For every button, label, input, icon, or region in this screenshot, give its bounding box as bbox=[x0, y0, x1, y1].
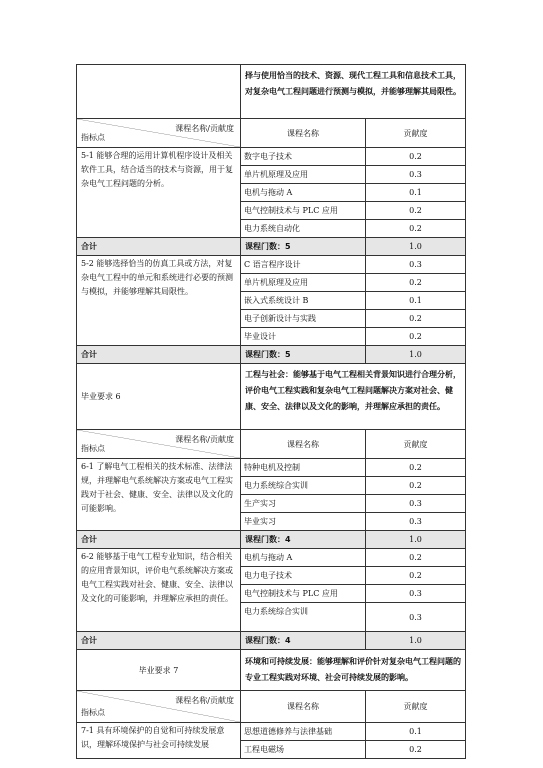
course-contribution: 0.1 bbox=[366, 292, 466, 310]
course-contribution: 0.2 bbox=[366, 549, 466, 567]
course-contribution: 0.2 bbox=[366, 274, 466, 292]
indicator-6-1: 6-1 了解电气工程相关的技术标准、法律法规，并理解电气系统解决方案或电气工程实践对于社会、健康、安全、法律以及文化的可能影响。 bbox=[77, 459, 241, 531]
requirement-5-text-continued: 择与使用恰当的技术、资源、现代工程工具和信息技术工具，对复杂电气工程问题进行预测与模拟，并能够理解其局限性。 bbox=[241, 65, 466, 119]
course-contribution: 0.2 bbox=[366, 741, 466, 759]
course-name: 单片机原理及应用 bbox=[241, 274, 366, 292]
total-contribution: 1.0 bbox=[366, 238, 466, 256]
total-row bbox=[77, 238, 466, 256]
course-name: 单片机原理及应用 bbox=[241, 166, 366, 184]
course-name: 电力系统自动化 bbox=[241, 220, 366, 238]
total-row bbox=[77, 632, 466, 650]
course-name: 嵌入式系统设计 B bbox=[241, 292, 366, 310]
total-label: 合计 bbox=[77, 531, 241, 549]
requirement-6-text: 工程与社会：能够基于电气工程相关背景知识进行合理分析，评价电气工程实践和复杂电气工程问题解决方案对社会、健康、安全、法律以及文化的影响，并理解应承担的责任。 bbox=[241, 364, 466, 430]
total-row bbox=[77, 531, 466, 549]
total-contribution: 1.0 bbox=[366, 531, 466, 549]
indicator-6-2: 6-2 能够基于电气工程专业知识，结合相关的应用背景知识，评价电气系统解决方案或电气工程实践对社会、健康、安全、法律以及文化的可能影响，并理解应承担的责任。 bbox=[77, 549, 241, 632]
course-contribution: 0.3 bbox=[366, 603, 466, 632]
course-name-header: 课程名称 bbox=[241, 119, 366, 148]
header-row bbox=[77, 430, 466, 459]
course-contribution: 0.3 bbox=[366, 166, 466, 184]
diagonal-header-cell bbox=[77, 119, 241, 148]
requirement-7-text: 环境和可持续发展：能够理解和评价针对复杂电气工程问题的专业工程实践对环境、社会可持续发展的影响。 bbox=[241, 650, 466, 691]
contribution-header: 贡献度 bbox=[366, 119, 466, 148]
contribution-header: 贡献度 bbox=[366, 430, 466, 459]
requirement-5-continuation-row bbox=[77, 65, 466, 119]
course-name: 生产实习 bbox=[241, 495, 366, 513]
requirement-7-row bbox=[77, 650, 466, 691]
course-name: 特种电机及控制 bbox=[241, 459, 366, 477]
diag-header-top: 课程名称/贡献度 bbox=[175, 435, 234, 444]
course-row bbox=[77, 723, 466, 741]
indicator-7-1: 7-1 具有环境保护的自觉和可持续发展意识，理解环境保护与社会可持续发展 bbox=[77, 723, 241, 759]
course-name: 数字电子技术 bbox=[241, 148, 366, 166]
course-name: C 语言程序设计 bbox=[241, 256, 366, 274]
course-contribution: 0.3 bbox=[366, 495, 466, 513]
course-contribution: 0.1 bbox=[366, 184, 466, 202]
course-name: 电子创新设计与实践 bbox=[241, 310, 366, 328]
header-row bbox=[77, 119, 466, 148]
course-contribution: 0.2 bbox=[366, 567, 466, 585]
diagonal-header-cell bbox=[77, 430, 241, 459]
indicator-5-1: 5-1 能够合理的运用计算机程序设计及相关软件工具，结合适当的技术与资源，用于复杂电气工程问题的分析。 bbox=[77, 148, 241, 238]
course-contribution: 0.2 bbox=[366, 148, 466, 166]
course-name: 电力系统综合实训 bbox=[241, 603, 366, 632]
diagonal-header-cell bbox=[77, 691, 241, 723]
course-name: 电气控制技术与 PLC 应用 bbox=[241, 202, 366, 220]
course-contribution: 0.2 bbox=[366, 477, 466, 495]
course-name: 毕业设计 bbox=[241, 328, 366, 346]
course-row bbox=[77, 549, 466, 567]
course-contribution: 0.3 bbox=[366, 513, 466, 531]
course-contribution: 0.2 bbox=[366, 310, 466, 328]
requirement-7-label: 毕业要求 7 bbox=[77, 650, 241, 691]
course-contribution: 0.3 bbox=[366, 256, 466, 274]
total-contribution: 1.0 bbox=[366, 632, 466, 650]
requirement-6-row bbox=[77, 364, 466, 430]
course-name-header: 课程名称 bbox=[241, 691, 366, 723]
course-name: 工程电磁场 bbox=[241, 741, 366, 759]
total-label: 合计 bbox=[77, 346, 241, 364]
diag-header-top: 课程名称/贡献度 bbox=[175, 696, 234, 705]
course-row bbox=[77, 148, 466, 166]
course-row bbox=[77, 459, 466, 477]
course-count: 课程门数：5 bbox=[241, 346, 366, 364]
course-count: 课程门数：5 bbox=[241, 238, 366, 256]
total-contribution: 1.0 bbox=[366, 346, 466, 364]
course-contribution: 0.3 bbox=[366, 585, 466, 603]
indicator-course-table bbox=[76, 64, 466, 759]
total-row bbox=[77, 346, 466, 364]
diag-header-bottom: 指标点 bbox=[81, 708, 105, 717]
course-contribution: 0.1 bbox=[366, 723, 466, 741]
course-count: 课程门数：4 bbox=[241, 632, 366, 650]
contribution-header: 贡献度 bbox=[366, 691, 466, 723]
course-row bbox=[77, 256, 466, 274]
course-contribution: 0.2 bbox=[366, 459, 466, 477]
course-name: 电机与拖动 A bbox=[241, 549, 366, 567]
diag-header-bottom: 指标点 bbox=[81, 133, 105, 142]
course-count: 课程门数：4 bbox=[241, 531, 366, 549]
diag-header-bottom: 指标点 bbox=[81, 444, 105, 453]
diag-header-top: 课程名称/贡献度 bbox=[175, 124, 234, 133]
header-row bbox=[77, 691, 466, 723]
course-contribution: 0.2 bbox=[366, 328, 466, 346]
course-name: 思想道德修养与法律基础 bbox=[241, 723, 366, 741]
total-label: 合计 bbox=[77, 632, 241, 650]
course-name: 电力系统综合实训 bbox=[241, 477, 366, 495]
requirement-6-label: 毕业要求 6 bbox=[77, 364, 241, 430]
total-label: 合计 bbox=[77, 238, 241, 256]
course-name: 电力电子技术 bbox=[241, 567, 366, 585]
course-name: 毕业实习 bbox=[241, 513, 366, 531]
course-contribution: 0.2 bbox=[366, 202, 466, 220]
course-contribution: 0.2 bbox=[366, 220, 466, 238]
course-name-header: 课程名称 bbox=[241, 430, 366, 459]
course-name: 电机与拖动 A bbox=[241, 184, 366, 202]
course-name: 电气控制技术与 PLC 应用 bbox=[241, 585, 366, 603]
indicator-5-2: 5-2 能够选择恰当的仿真工具或方法，对复杂电气工程中的单元和系统进行必要的预测与模拟，并能够理解其局限性。 bbox=[77, 256, 241, 346]
